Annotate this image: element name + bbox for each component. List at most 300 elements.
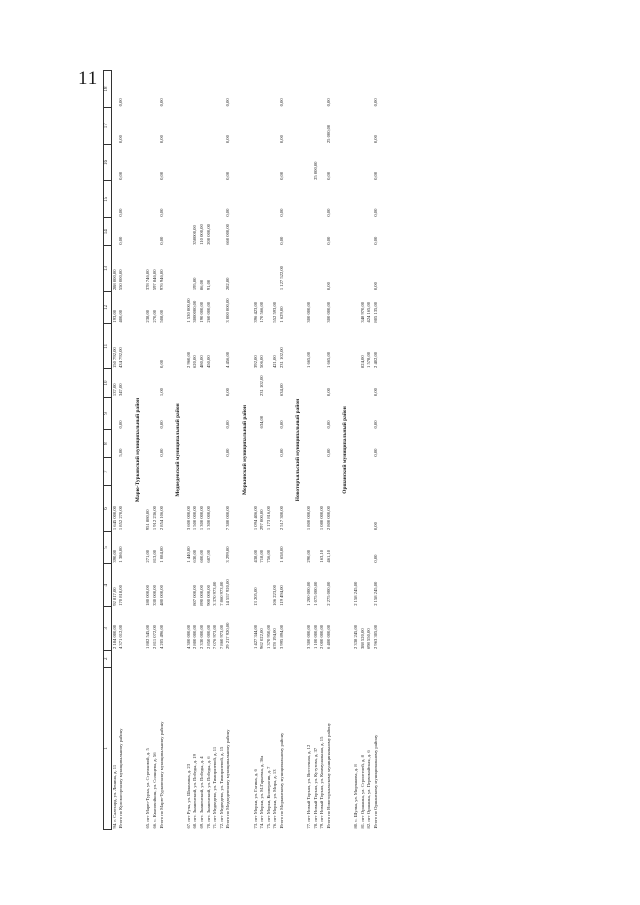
table-cell: 190 000,00 [198,301,204,323]
table-cell [319,430,326,458]
table-cell [353,324,360,369]
table-cell: 0,00 [225,171,231,180]
table-cell: 1 200 000,00 [306,581,312,606]
table-cell [360,486,367,531]
table-cell [111,458,118,486]
column-header-14: 14 [104,218,112,246]
table-cell [145,430,152,458]
table-cell [212,531,219,563]
table-cell: 0,00 [278,135,284,144]
table-cell: 2 158 245,00 [353,581,359,606]
row-address-cell: Итого по Куловаторскому муниципальному району [118,728,124,829]
table-cell [266,369,273,397]
section-heading: Марю-Турковский муниципальный район [134,397,141,503]
table-cell [192,458,199,486]
table-cell [313,458,320,486]
table-cell [219,291,226,323]
table-cell: 0,00 [372,135,378,144]
row-address-cell: 68. пгт. Знаменский, ул. Победы, д. 19 [192,754,198,829]
row-address-cell: 67. пгт Руча, ул. Шоколина, д. 23 [185,763,191,829]
table-cell: 1 800 000,00 [306,506,312,531]
table-cell [206,430,213,458]
table-cell [353,71,360,108]
table-cell: 400,00 [118,309,124,323]
table-cell [111,650,118,667]
table-cell [111,218,118,246]
table-cell [272,246,279,291]
table-cell [206,144,213,181]
table-cell [360,218,367,246]
table-cell [366,650,373,667]
table-cell: 86,00 [198,279,204,291]
table-cell: 29 217 920,00 [225,622,231,650]
table-cell [313,107,320,144]
table-cell [319,144,326,181]
table-cell [186,246,193,291]
table-cell [313,246,320,291]
table-cell [212,324,219,369]
table-cell [366,218,373,246]
table-cell [192,650,199,667]
table-cell [152,144,159,181]
table-cell [199,181,206,218]
table-cell [360,531,367,563]
table-cell: 976 946,00 [158,269,164,291]
table-cell [145,107,152,144]
table-cell: 0,00 [158,359,164,368]
table-cell [192,144,199,181]
column-header-12: 12 [104,291,112,323]
table-cell: 1 084,00 [158,546,164,563]
table-cell [353,650,360,667]
table-cell: 0,00 [325,236,331,245]
table-cell: 180 000,00 [145,585,151,606]
table-cell: 0,00 [158,448,164,457]
table-cell: 0,00 [158,420,164,429]
table-cell [186,650,193,667]
table-cell: 678 194,00 [272,628,278,650]
table-cell [253,369,260,397]
table-cell: 390,00 [111,549,117,563]
row-address-cell: 71. пгт Медведево, ул. Тимирязевой, д. 11 [212,746,218,829]
row-address-cell: 79. пгт Новый Торъял, ул. Коммунальная, д. 15 [319,736,325,829]
table-cell: 0,00 [278,208,284,217]
row-address-cell: 69. пгт. Знаменский, ул. Победы, д. 4 [198,756,204,829]
table-cell: 300 000,00 [306,301,312,323]
row-address-cell: 94. г. Салехард, ул. Ленина, д. 11 [111,764,117,829]
table-cell: 392,00 [252,355,258,368]
table-cell [253,458,260,486]
row-address-cell: Итого по Новоторъяльскому муниципальному району [325,722,331,829]
table-cell [145,218,152,246]
table-header-row [104,71,112,830]
table-cell: 1 370 950,00 [265,624,271,650]
table-cell: 0,00 [158,208,164,217]
table-row [266,71,273,830]
table-cell: 350000,00 [192,225,198,245]
table-cell [313,369,320,397]
table-cell: 508,00 [158,309,164,323]
table-cell [326,650,339,667]
table-cell: 2 158 245,00 [372,581,378,606]
row-address-cell: 82. пгт Оршанка, ул. Первомайская, д. 6 [366,750,372,829]
table-cell [366,531,373,563]
table-cell [313,291,320,323]
table-row [219,71,226,830]
table-cell [206,369,213,397]
table-row [353,71,360,830]
table-cell: 3 000 000,00 [225,298,231,323]
table-cell: 25 000,00 [325,124,331,144]
table-cell: 0,00 [372,171,378,180]
table-cell: 3000000,00 [192,300,198,323]
table-cell [206,71,213,108]
table-cell: 1 578,00 [366,351,372,368]
table-cell: 4 205 496,00 [158,624,164,650]
column-header-3: 3 [104,607,112,650]
table-cell [212,246,219,291]
table-cell [111,71,118,108]
table-cell [186,458,193,486]
table-cell: 1 080 000,00 [319,506,325,531]
table-cell [266,144,273,181]
table-cell [319,181,326,218]
row-address-cell: Итого по Медведевскому муниципальному району [225,729,231,829]
table-cell [360,458,367,486]
table-cell: 951 880,00 [145,509,151,531]
table-cell: 807 000,00 [192,585,198,606]
table-cell [145,324,152,369]
table-cell [353,458,360,486]
column-header-1: 1 [104,667,112,829]
table-cell: 0,00 [118,135,124,144]
table-cell [206,107,213,144]
table-cell [272,181,279,218]
row-address-cell: 66. с. Квасовойкин, ул. Солнцева, д. 56 [151,752,157,829]
table-cell [266,458,273,486]
table-cell [373,458,386,486]
table-cell: 4 300 000,00 [185,624,191,650]
section-heading: Медведевский муниципальный район [175,403,182,497]
table-cell [306,71,313,108]
table-cell: 1 075 000,00 [312,581,318,606]
table-cell [152,650,159,667]
table-cell [266,564,273,607]
table-cell: 1 094 406,00 [252,506,258,531]
table-cell [206,650,213,667]
table-cell [199,458,206,486]
table-cell [353,107,360,144]
table-cell: 805 135,00 [372,301,378,323]
table-cell: 290,00 [306,549,312,563]
table-cell [313,71,320,108]
table-cell: 5,00 [118,448,124,457]
table-cell [192,71,199,108]
table-cell: 270,00 [151,309,157,323]
table-cell [199,144,206,181]
table-cell: 0,00 [278,98,284,107]
table-row [272,71,279,830]
table-cell: 687,00 [205,549,211,563]
table-cell [360,246,367,291]
table-cell [272,531,279,563]
section-heading-row [131,71,146,830]
table-cell: 7 076 973,00 [212,624,218,650]
column-header-11: 11 [104,324,112,369]
table-cell: 231 102,00 [259,375,265,397]
table-cell [212,181,219,218]
table-cell [225,458,238,486]
table-cell [313,650,320,667]
table-cell [219,71,226,108]
table-cell: 7 860 973,00 [218,624,224,650]
table-cell: 450,00 [205,355,211,368]
table-cell [366,71,373,108]
total-row [279,71,292,830]
table-cell: 630,00 [192,549,198,563]
table-cell [111,144,118,181]
table-cell: 2 338 245,00 [353,624,359,650]
table-cell [366,246,373,291]
table-cell [253,650,260,667]
table-cell: 552 593,00 [272,301,278,323]
table-cell: 2 811 072,00 [151,625,157,650]
table-cell [212,650,219,667]
row-address-cell: Итого по Оршанскому муниципальному району [372,734,378,829]
table-cell: 106 223,00 [272,585,278,606]
table-cell [145,650,152,667]
column-header-17: 17 [104,107,112,144]
table-cell [319,650,326,667]
table-cell [259,564,266,607]
table-cell: 0,00 [118,420,124,429]
table-cell: 300 000,00 [325,301,331,323]
table-cell [353,531,360,563]
table-cell [272,458,279,486]
table-cell: 0,00 [372,554,378,563]
table-cell: 0,00 [278,171,284,180]
table-cell [212,430,219,458]
table-cell [306,144,313,181]
table-cell: 282,00 [225,277,231,291]
table-cell: 2 854 106,00 [158,506,164,531]
table-cell [360,430,367,458]
table-cell: 25 000,00 [312,161,318,180]
table-cell [272,650,279,667]
table-cell: 698 550,00 [366,628,372,650]
table-cell [366,486,373,531]
table-cell [186,71,193,108]
table-cell: 1 629,00 [278,306,284,323]
table-cell [259,144,266,181]
table-cell: 0,00 [325,208,331,217]
table-cell [266,291,273,323]
table-cell [192,397,199,429]
table-cell: 3 995 894,00 [278,624,284,650]
table-cell: 330 000,00 [151,585,157,606]
total-row [225,71,238,830]
table-cell: 2 275 000,00 [325,581,331,606]
table-cell [306,650,313,667]
row-address-cell: 81. пгт Оршанка, ул. Строителей, д. 8 [359,755,365,829]
table-cell: 0,00 [372,282,378,291]
table-cell [219,324,226,369]
table-cell [219,486,226,531]
table-cell: 3 600 000,00 [185,506,191,531]
table-cell [212,71,219,108]
table-cell: 348 970,00 [359,301,365,323]
table-cell: 288 000,00 [111,269,117,291]
table-cell [206,458,213,486]
table-cell [159,458,172,486]
section-heading-row [171,71,186,830]
table-cell: 900 000,00 [205,585,211,606]
total-row [118,71,131,830]
table-cell [272,107,279,144]
table-row [313,71,320,830]
table-cell: 756,00 [265,549,271,563]
column-header-10: 10 [104,369,112,397]
column-header-9: 9 [104,397,112,429]
table-cell [159,650,172,667]
section-heading-row [338,71,353,830]
table-cell: 150 792,00 [111,347,117,368]
table-cell [313,324,320,369]
table-cell: 1 912 236,00 [151,506,157,531]
table-cell: 1 852 270,00 [118,506,124,531]
table-cell: 260 000,00 [205,301,211,323]
table-cell [272,218,279,246]
table-cell: 163,10 [319,549,325,563]
table-cell [366,564,373,607]
table-cell [212,107,219,144]
table-cell [186,430,193,458]
table-row [152,71,159,830]
column-header-5: 5 [104,531,112,563]
table-cell [192,430,199,458]
table-cell: 170 818,00 [118,585,124,606]
table-cell [353,369,360,397]
table-cell [319,291,326,323]
table-row [212,71,219,830]
table-cell: 7 860 973,00 [218,581,224,606]
table-cell: 0,00 [225,98,231,107]
table-cell [145,369,152,397]
table-cell [118,650,131,667]
table-cell [192,369,199,397]
table-cell [266,181,273,218]
table-cell [326,458,339,486]
table-cell [219,246,226,291]
table-cell [319,369,326,397]
table-cell: 0,00 [225,135,231,144]
table-cell [152,430,159,458]
table-cell [253,246,260,291]
column-header-13: 13 [104,246,112,291]
table-cell [266,430,273,458]
table-cell: 1 173 816,00 [265,506,271,531]
table-cell: 1 500 000,00 [192,506,198,531]
table-cell: 2 184 000,00 [111,624,117,650]
table-cell: 0,00 [325,98,331,107]
table-cell [319,564,326,607]
table-cell: 2 850 000,00 [205,624,211,650]
table-cell: 0,00 [372,522,378,531]
table-cell [111,107,118,144]
table-cell: 506,00 [259,355,265,368]
table-cell: 2 517 300,00 [278,506,284,531]
row-address-cell: 78. пгт Новый Торъял, ул. Кутузова, д. 37 [312,747,318,829]
table-cell [152,181,159,218]
row-address-cell: 74. пгт Морки, ул. М.Гарьевка, д. 36а [259,755,265,829]
table-cell: 0,00 [372,448,378,457]
table-cell [253,144,260,181]
table-cell [360,107,367,144]
table-row [145,71,152,830]
table-cell [353,181,360,218]
table-cell [145,71,152,108]
section-heading: Моркинский муниципальный район [241,405,248,495]
table-cell: 461,10 [325,549,331,563]
row-address-cell: 77. пгт Новый Торъял, ул. Восточная, д. 12 [306,744,312,829]
table-cell [319,71,326,108]
table-cell [353,144,360,181]
table-cell: 2 000 000,00 [319,624,325,650]
column-header-8: 8 [104,430,112,458]
table-cell [212,218,219,246]
table-cell: 6 400 000,00 [325,624,331,650]
table-cell: 231 102,00 [278,347,284,368]
table-cell [145,181,152,218]
table-cell: 0,00 [278,236,284,245]
table-cell: 718,00 [259,549,265,563]
table-row [253,71,260,830]
table-cell [212,291,219,323]
table-cell [306,218,313,246]
table-cell [360,144,367,181]
table-cell [145,144,152,181]
table-cell: 3 299,00 [225,546,231,563]
table-cell [366,458,373,486]
table-cell: 0,00 [372,208,378,217]
table-cell: 421,00 [272,355,278,368]
table-cell [186,564,193,607]
table-cell [313,531,320,563]
table-cell [259,458,266,486]
table-cell [152,458,159,486]
table-cell: 1 386,00 [118,546,124,563]
table-cell: 634,00 [259,415,265,429]
table-cell [199,107,206,144]
table-cell [152,369,159,397]
row-address-cell: Итого по Моркинскому муниципальному району [278,732,284,829]
table-cell [366,369,373,397]
table-cell: 0,00 [158,171,164,180]
table-cell [373,650,386,667]
table-cell [152,71,159,108]
table-cell [266,397,273,429]
table-cell: 3 300 000,00 [306,624,312,650]
table-cell [253,181,260,218]
table-cell: 0,00 [158,135,164,144]
table-cell [199,430,206,458]
table-cell: 0,00 [325,171,331,180]
table-body [111,71,385,830]
table-cell [186,181,193,218]
table-cell: 0,00 [118,98,124,107]
table-cell: 2 330 000,00 [198,624,204,650]
table-cell [111,430,118,458]
